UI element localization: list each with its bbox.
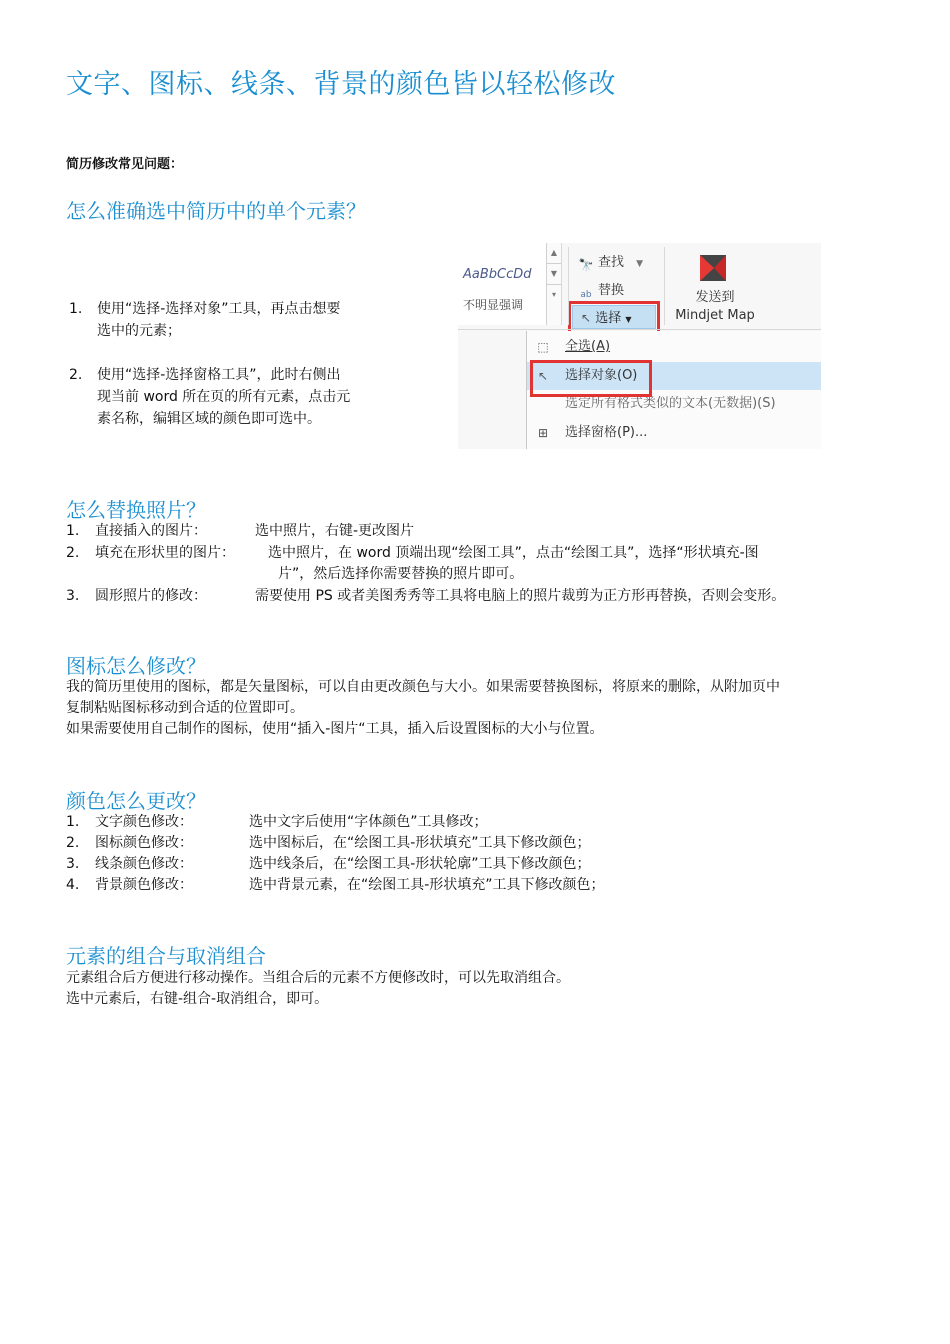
section-heading-grouping: 元素的组合与取消组合: [66, 944, 266, 968]
list-text: 选中文字后使用“字体颜色”工具修改；: [249, 814, 488, 830]
list-label: 背景颜色修改：: [95, 877, 193, 893]
list-text: 使用“选择-选择对象”工具，再点击想要: [97, 301, 341, 317]
style-name: 不明显强调: [463, 298, 524, 312]
section-heading-colors: 颜色怎么更改？: [66, 789, 206, 813]
list-text: 选中图标后，在“绘图工具-形状填充”工具下修改颜色；: [249, 835, 591, 851]
list-text: 选中背景元素，在“绘图工具-形状填充”工具下修改颜色；: [249, 877, 605, 893]
paragraph-line: 我的简历里使用的图标，都是矢量图标，可以自由更改颜色与大小。如果需要替换图标，将原来的删除，从附加页中: [66, 679, 780, 695]
list-number: 3.: [66, 588, 80, 604]
list-label: 圆形照片的修改：: [95, 588, 207, 604]
menu-item-select-similar: 选定所有格式类似的文本(无数据)(S): [565, 396, 776, 411]
divider: [568, 247, 569, 325]
list-label: 图标颜色修改：: [95, 835, 193, 851]
select-all-icon: ⬚: [537, 340, 549, 354]
list-text: 素名称，编辑区域的颜色即可选中。: [97, 411, 321, 427]
divider: [458, 329, 821, 330]
paragraph-line: 如果需要使用自己制作的图标，使用“插入-图片“工具，插入后设置图标的大小与位置。: [66, 721, 604, 737]
list-text: 需要使用 PS 或者美图秀秀等工具将电脑上的照片裁剪为正方形再替换，否则会变形。: [255, 588, 786, 604]
binoculars-icon: 🔭: [578, 258, 594, 272]
grouping-paragraph: [66, 968, 896, 1010]
section-heading-select: 怎么准确选中简历中的单个元素？: [66, 199, 366, 223]
list-number: 3.: [66, 856, 80, 872]
cursor-icon: ↖: [537, 369, 549, 383]
section-heading-replace-photo: 怎么替换照片？: [66, 498, 206, 522]
highlight-box: [530, 360, 652, 397]
list-number: 1.: [66, 814, 80, 830]
list-text: 片”，然后选择你需要替换的照片即可。: [278, 566, 524, 582]
list-number: 2.: [66, 545, 80, 561]
list-text: 选中照片，右键-更改图片: [255, 523, 415, 539]
list-label: 直接插入的图片：: [95, 523, 207, 539]
list-number: 2.: [69, 367, 83, 383]
menu-item-selection-pane: ⊞ 选择窗格(P)...: [527, 419, 821, 447]
list-text: 选中照片，在 word 顶端出现“绘图工具”，点击“绘图工具”，选择“形状填充-图: [268, 545, 759, 561]
find-button: 🔭 查找 ▼: [578, 255, 644, 272]
intro-heading: 简历修改常见问题：: [66, 157, 184, 172]
mindjet-logo-icon: [698, 253, 728, 283]
list-text: 使用“选择-选择窗格工具”，此时右侧出: [97, 367, 341, 383]
list-text: 选中线条后，在“绘图工具-形状轮廓”工具下修改颜色；: [249, 856, 591, 872]
list-number: 1.: [69, 301, 83, 317]
selection-pane-icon: ⊞: [537, 426, 549, 440]
select-button: ↖ 选择 ▼: [572, 305, 656, 329]
menu-item-select-objects: ↖ 选择对象(O): [527, 362, 821, 390]
list-label: 线条颜色修改：: [95, 856, 193, 872]
list-text: 选中的元素；: [97, 323, 181, 339]
list-number: 1.: [66, 523, 80, 539]
word-ribbon-screenshot: [458, 243, 821, 449]
color-list: [66, 812, 866, 898]
section-heading-icons: 图标怎么修改？: [66, 654, 206, 678]
paragraph-line: 元素组合后方便进行移动操作。当组合后的元素不方便修改时，可以先取消组合。: [66, 970, 570, 986]
replace-button: ab 替换: [578, 279, 624, 306]
list-number: 4.: [66, 877, 80, 893]
list-label: 文字颜色修改：: [95, 814, 193, 830]
style-sample: AaBbCcDd: [463, 267, 532, 282]
chevron-up-icon: ▲: [547, 243, 561, 264]
paragraph-line: 复制粘贴图标移动到合适的位置即可。: [66, 700, 304, 716]
list-number: 2.: [66, 835, 80, 851]
page-title: 文字、图标、线条、背景的颜色皆以轻松修改: [66, 69, 616, 100]
styles-gallery: [458, 243, 562, 325]
cursor-icon: ↖: [581, 311, 592, 325]
send-to-mindjet-button: 发送到 Mindjet Map: [675, 290, 755, 323]
menu-item-select-all: ⬚ 全选(A): [527, 333, 821, 361]
gallery-scroll: [546, 243, 561, 325]
chevron-down-icon: ▼: [547, 264, 561, 285]
paragraph-line: 选中元素后，右键-组合-取消组合，即可。: [66, 991, 329, 1007]
icons-paragraph: [66, 677, 896, 740]
list-text: 现当前 word 所在页的所有元素，点击元: [97, 389, 351, 405]
list-label: 填充在形状里的图片：: [95, 545, 235, 561]
replace-icon: ab: [580, 290, 592, 300]
more-icon: ▾: [551, 290, 556, 299]
photo-list: [66, 521, 916, 611]
